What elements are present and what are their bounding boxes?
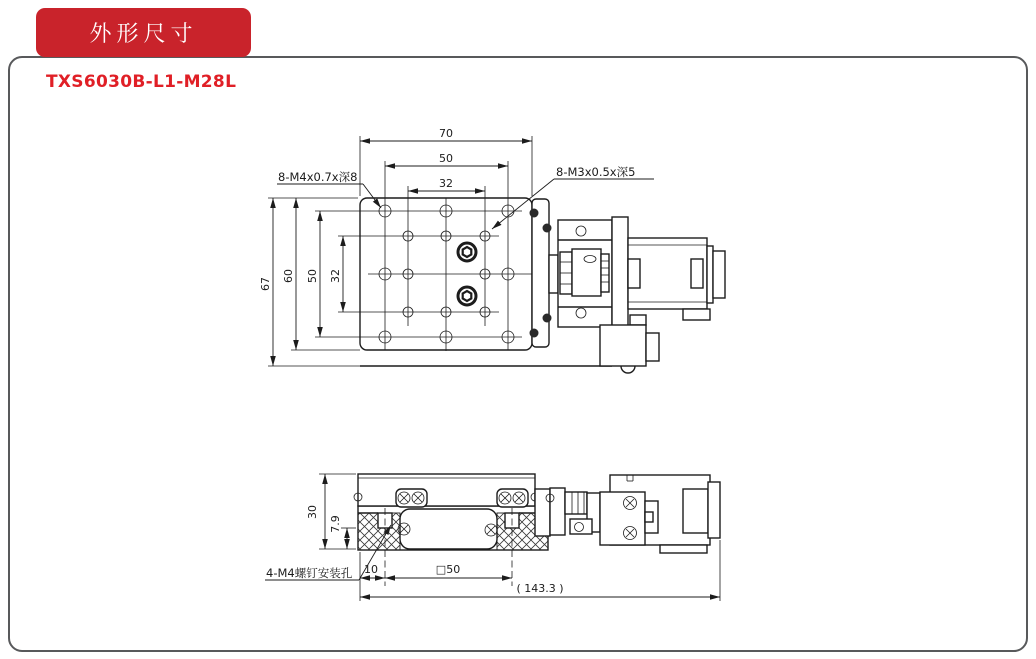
top-view-drawing xyxy=(259,127,725,373)
dim-overall-length: ( 143.3 ) xyxy=(516,582,564,595)
label-m3-holes: 8-M3x0.5x深5 xyxy=(556,165,636,179)
dim-width-32: 32 xyxy=(439,177,453,190)
dim-height-30: 30 xyxy=(306,505,319,519)
section-tab-label: 外形尺寸 xyxy=(89,22,198,47)
dim-offset-10: 10 xyxy=(364,563,378,576)
front-view-left-dims xyxy=(306,474,356,549)
motor-assembly-top xyxy=(530,199,726,373)
dim-square-50: □50 xyxy=(435,563,461,576)
motor-assembly-side xyxy=(535,475,720,553)
dim-width-50: 50 xyxy=(439,152,453,165)
dim-height-67: 67 xyxy=(259,277,272,291)
dim-height-32: 32 xyxy=(329,269,342,283)
label-m4-holes: 8-M4x0.7x深8 xyxy=(278,170,358,184)
dim-height-60: 60 xyxy=(282,269,295,283)
top-view-vertical-dims xyxy=(259,198,394,366)
dim-step-79: 7.9 xyxy=(329,515,342,533)
dim-height-50: 50 xyxy=(306,269,319,283)
model-number-title: TXS6030B-L1-M28L xyxy=(46,72,237,92)
dim-width-70: 70 xyxy=(439,127,453,140)
label-mounting-holes: 4-M4螺钉安装孔 xyxy=(266,566,353,580)
top-view-horizontal-dims xyxy=(360,127,532,196)
front-view-drawing xyxy=(265,474,720,601)
